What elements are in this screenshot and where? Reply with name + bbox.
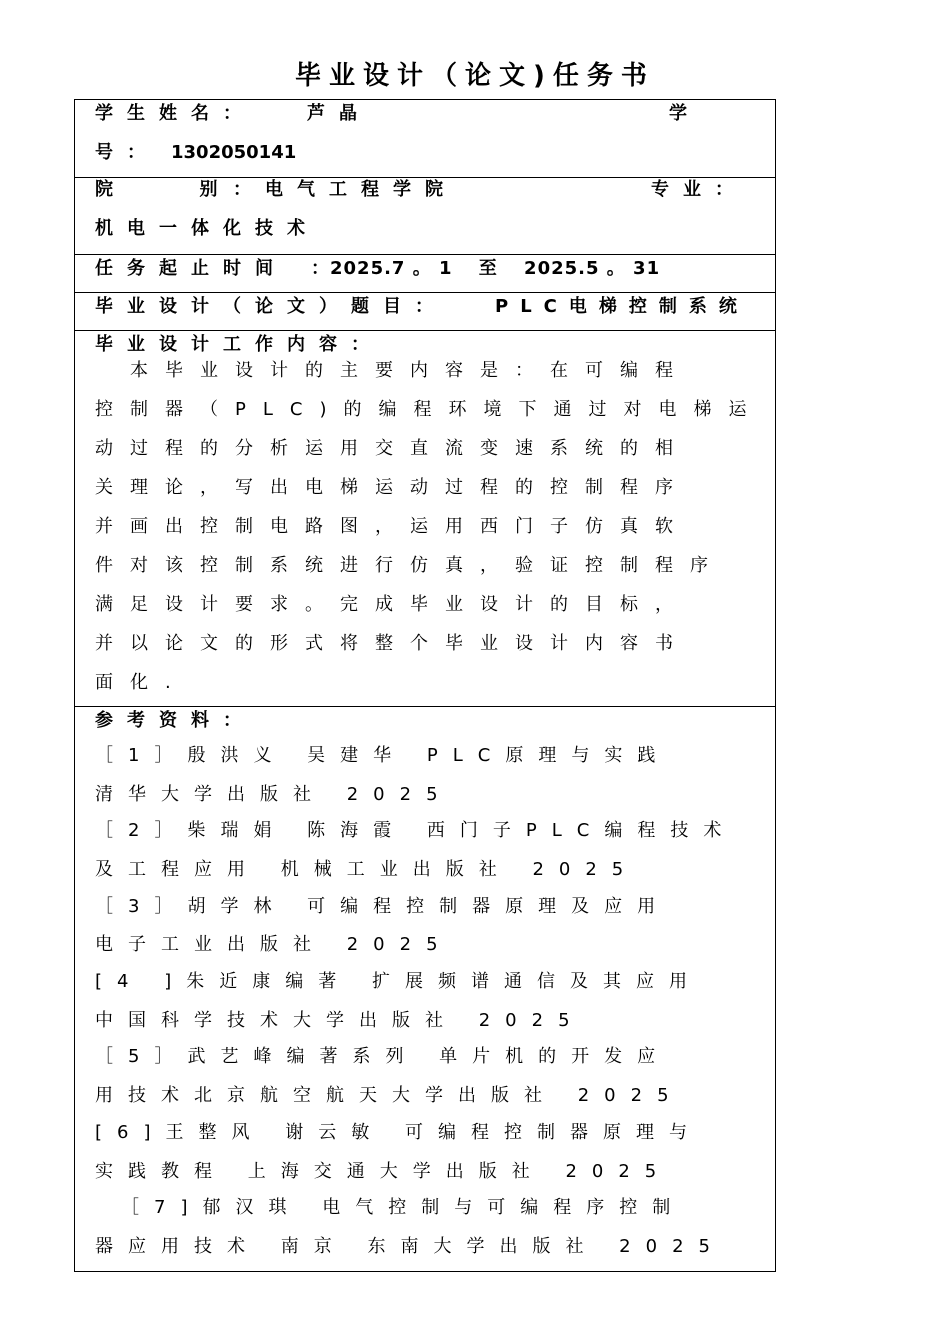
student-id-label-part1: 学 <box>669 103 701 124</box>
period-label: 任务起止时间 <box>95 258 287 279</box>
reference-line: 电子工业出版社 2025 <box>95 934 453 955</box>
student-name-label: 学生姓名： <box>95 103 255 124</box>
topic-label: 毕业设计（论文）题目： <box>95 296 447 317</box>
student-id-value: 1302050141 <box>171 142 297 163</box>
references-label: 参考资料： <box>95 710 255 731</box>
content-line: 件对该控制系统进行仿真，验证控制程序 <box>95 555 725 576</box>
reference-line: 及工程应用 机械工业出版社 2025 <box>95 859 639 880</box>
reference-line: 实践教程 上海交通大学出版社 2025 <box>95 1161 672 1182</box>
content-row <box>75 331 775 707</box>
task-form-table <box>74 99 776 1272</box>
content-line: 关理论，写出电梯运动过程的控制程序 <box>95 477 690 498</box>
student-id-label-part2: 号： <box>95 142 159 163</box>
content-line: 动过程的分析运用交直流变速系统的相 <box>95 438 690 459</box>
major-label: 专业： <box>651 179 747 200</box>
reference-line: ［2］柴瑞娟 陈海霞 西门子PLC编程技术 <box>95 820 737 841</box>
content-line: 满足设计要求。完成毕业设计的目标， <box>95 594 690 615</box>
content-line: 并画出控制电路图，运用西门子仿真软 <box>95 516 690 537</box>
reference-line: [6]王整风 谢云敏 可编程控制器原理与 <box>95 1122 702 1143</box>
topic-row <box>75 293 775 331</box>
content-line: 面化. <box>95 672 188 693</box>
content-label: 毕业设计工作内容： <box>95 334 383 355</box>
major-value: 机电一体化技术 <box>95 218 319 239</box>
reference-line: 用技术北京航空航天大学出版社 2025 <box>95 1085 684 1106</box>
reference-line: [4 ]朱近康编著 扩展频谱通信及其应用 <box>95 971 702 992</box>
document-title: 毕业设计（论文)任务书 <box>295 61 655 91</box>
reference-line: ［3］胡学林 可编程控制器原理及应用 <box>95 896 671 917</box>
content-line: 控制器（PLC)的编程环境下通过对电梯运 <box>95 399 764 420</box>
department-value: ：电气工程学院 <box>233 179 457 200</box>
department-label: 院 别 <box>95 179 232 200</box>
department-row <box>75 178 775 255</box>
period-row <box>75 255 775 293</box>
reference-line: ［5］武艺峰编著系列 单片机的开发应 <box>95 1046 671 1067</box>
reference-line: 清华大学出版社 2025 <box>95 784 453 805</box>
student-name-value: 芦晶 <box>307 103 371 124</box>
content-line: 本毕业设计的主要内容是：在可编程 <box>95 360 690 381</box>
reference-line: ［1］殷洪义 吴建华 PLC原理与实践 <box>95 745 671 766</box>
content-line: 并以论文的形式将整个毕业设计内容书 <box>95 633 690 654</box>
reference-line: ［7]郁汉琪 电气控制与可编程序控制 <box>121 1197 686 1218</box>
reference-line: 器应用技术 南京 东南大学出版社 2025 <box>95 1236 725 1257</box>
student-row <box>75 100 775 178</box>
topic-value: PLC电梯控制系统 <box>495 296 749 317</box>
period-value: ：2025.7 。 1 至 2025.5 。 31 <box>311 258 661 279</box>
references-row <box>75 707 775 1271</box>
reference-line: 中国科学技术大学出版社 2025 <box>95 1010 585 1031</box>
